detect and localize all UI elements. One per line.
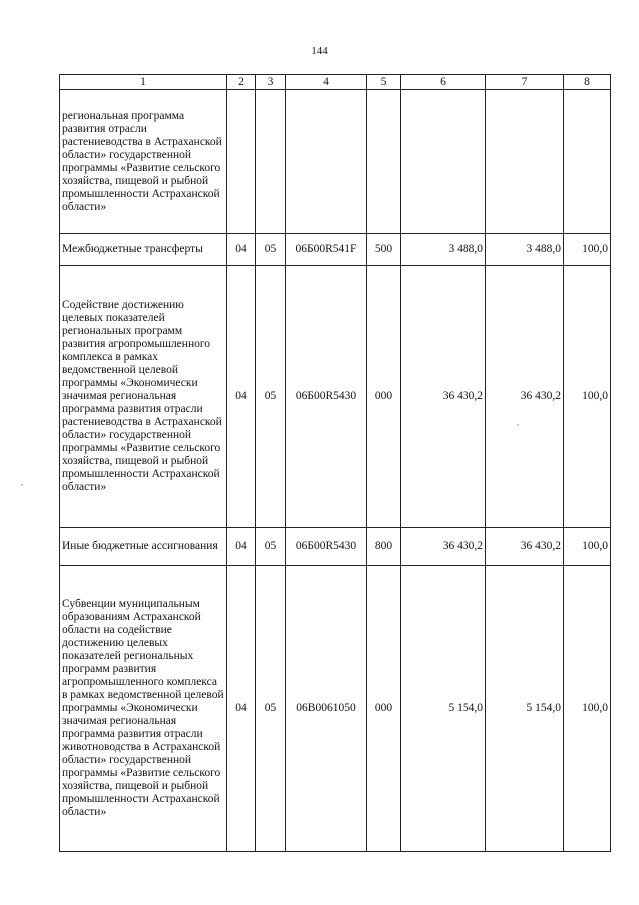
cell-col-5: 000	[367, 266, 401, 528]
cell-col-8: 100,0	[564, 266, 611, 528]
cell-col-4: 06Б00R5430	[286, 266, 367, 528]
cell-col-4: 06В0061050	[286, 566, 367, 852]
col-header-6: 6	[401, 75, 486, 90]
cell-col-2: 04	[227, 266, 256, 528]
cell-col-7: 5 154,0	[486, 566, 564, 852]
cell-col-2: 04	[227, 528, 256, 566]
cell-col-4	[286, 90, 367, 234]
table-row	[60, 234, 611, 266]
table-row	[60, 566, 611, 852]
cell-col-7: 36 430,2	[486, 528, 564, 566]
col-header-7: 7	[486, 75, 564, 90]
cell-col-3: 05	[256, 566, 286, 852]
scan-speck	[517, 424, 519, 426]
row-description: Субвенции муниципальным образованиям Астраханской области на содействие достижению целевых показателей региональных программ развития агропромышленного комплекса в рамках ведомственной целевой программы «Экономически значимая региональная программа развития отрасли животноводства в Астраханской области» государственной программы «Развитие сельского хозяйства, пищевой и рыбной промышленности Астраханской области»	[60, 566, 227, 852]
cell-col-5	[367, 90, 401, 234]
table-row	[60, 528, 611, 566]
cell-col-4: 06Б00R541F	[286, 234, 367, 266]
row-description: Содействие достижению целевых показателей региональных программ развития агропромышленного комплекса в рамках ведомственной целевой программы «Экономически значимая региональная программа развития отрасли растениеводства в Астраханской области» государственной программы «Развитие сельского хозяйства, пищевой и рыбной промышленности Астраханской области»	[60, 266, 227, 528]
table-row	[60, 266, 611, 528]
cell-col-3	[256, 90, 286, 234]
col-header-1: 1	[60, 75, 227, 90]
cell-col-4: 06Б00R5430	[286, 528, 367, 566]
header-row	[60, 75, 611, 90]
col-header-8: 8	[564, 75, 611, 90]
cell-col-8: 100,0	[564, 234, 611, 266]
cell-col-6: 3 488,0	[401, 234, 486, 266]
col-header-3: 3	[256, 75, 286, 90]
cell-col-8	[564, 90, 611, 234]
col-header-5: 5	[367, 75, 401, 90]
col-header-2: 2	[227, 75, 256, 90]
cell-col-5: 000	[367, 566, 401, 852]
cell-col-2: 04	[227, 234, 256, 266]
table-row	[60, 90, 611, 234]
cell-col-7	[486, 90, 564, 234]
scan-speck	[21, 484, 23, 486]
cell-col-6: 36 430,2	[401, 266, 486, 528]
cell-col-8: 100,0	[564, 566, 611, 852]
cell-col-8: 100,0	[564, 528, 611, 566]
row-description: региональная программа развития отрасли растениеводства в Астраханской области» государственной программы «Развитие сельского хозяйства, пищевой и рыбной промышленности Астраханской области»	[60, 90, 227, 234]
col-header-4: 4	[286, 75, 367, 90]
cell-col-5: 500	[367, 234, 401, 266]
cell-col-3: 05	[256, 234, 286, 266]
cell-col-7: 36 430,2	[486, 266, 564, 528]
cell-col-3: 05	[256, 528, 286, 566]
cell-col-6: 36 430,2	[401, 528, 486, 566]
page-number: 144	[311, 45, 328, 57]
cell-col-6	[401, 90, 486, 234]
row-description: Иные бюджетные ассигнования	[60, 528, 227, 566]
cell-col-2: 04	[227, 566, 256, 852]
row-description: Межбюджетные трансферты	[60, 234, 227, 266]
cell-col-6: 5 154,0	[401, 566, 486, 852]
budget-table	[59, 74, 611, 852]
cell-col-3: 05	[256, 266, 286, 528]
cell-col-7: 3 488,0	[486, 234, 564, 266]
cell-col-2	[227, 90, 256, 234]
cell-col-5: 800	[367, 528, 401, 566]
